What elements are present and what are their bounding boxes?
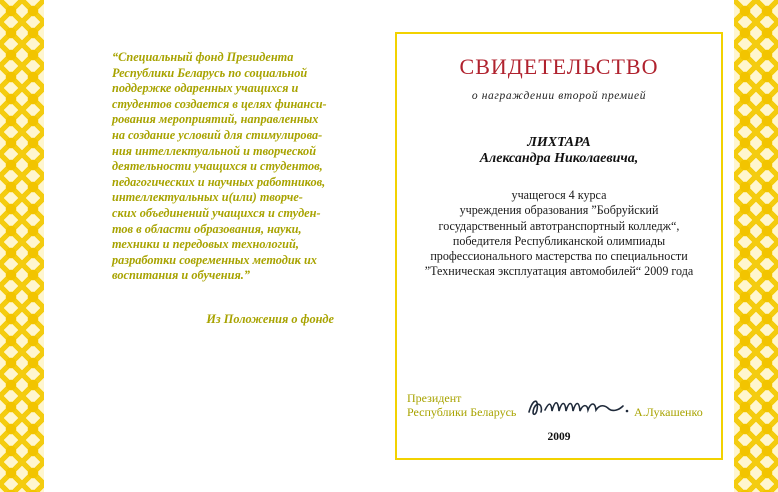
quote-line: Республики Беларусь по социальной <box>112 65 308 80</box>
signer-name: А.Лукашенко <box>634 405 703 419</box>
body-line: ”Техническая эксплуатация автомобилей“ 2009 года <box>424 264 694 279</box>
certificate-title: СВИДЕТЕЛЬСТВО <box>459 54 659 79</box>
body-line: учащегося 4 курса <box>511 188 607 202</box>
certificate-body <box>405 188 713 280</box>
left-ornament-border <box>0 0 44 492</box>
quote-line: техники и передовых технологий, <box>112 237 299 252</box>
body-line: учреждения образования ”Бобруйский <box>459 203 659 218</box>
certificate-subtitle: о награждении второй премией <box>471 90 647 102</box>
recipient-given-names: Александра Николаевича, <box>479 151 639 166</box>
quote-line: студентов создается в целях финанси- <box>112 96 327 111</box>
body-line: государственный автотранспортный колледж“, <box>438 218 680 233</box>
quote-line: воспитания и обучения.” <box>112 268 251 283</box>
quote-line: тов в области образования, науки, <box>112 221 302 236</box>
quote-line: педагогических и научных работников, <box>112 174 326 189</box>
quote-line: интеллектуальных и(или) творче- <box>112 190 303 205</box>
quote-line: деятельности учащихся и студентов, <box>112 159 323 174</box>
president-country: Республики Беларусь <box>407 405 517 419</box>
president-title: Президент <box>407 391 462 405</box>
certificate-year: 2009 <box>547 431 571 443</box>
quote-line: ских объединений учащихся и студен- <box>112 205 321 220</box>
handwritten-signature <box>525 392 633 422</box>
body-line: победителя Республиканской олимпиады <box>452 233 666 248</box>
body-line: профессионального мастерства по специальности <box>430 249 688 264</box>
quote-line: ния интеллектуальной и творческой <box>112 143 317 158</box>
quote-line: рования мероприятий, направленных <box>112 112 319 127</box>
fund-quote <box>112 50 334 284</box>
right-ornament-border <box>734 0 778 492</box>
recipient-surname: ЛИХТАРА <box>527 135 591 150</box>
quote-line: “Специальный фонд Президента <box>112 50 294 64</box>
quote-source: Из Положения о фонде <box>206 312 334 326</box>
quote-line: разработки современных методик их <box>112 252 317 267</box>
quote-line: поддержке одаренных учащихся и <box>112 81 299 96</box>
quote-line: на создание условий для стимулирова- <box>112 127 323 142</box>
